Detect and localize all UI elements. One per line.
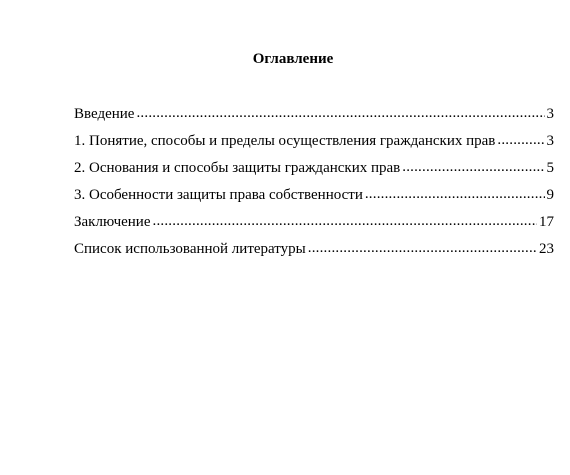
toc-entry-page: 23 xyxy=(539,241,554,257)
toc-entry xyxy=(74,104,554,131)
toc-entry-page: 5 xyxy=(546,160,554,176)
toc-entry-label: 3. Особенности защиты права собственности xyxy=(74,187,363,203)
table-of-contents xyxy=(74,104,554,266)
dot-leader xyxy=(308,238,537,258)
toc-entry-label: 2. Основания и способы защиты гражданских прав xyxy=(74,160,401,176)
dot-leader xyxy=(136,103,544,123)
dot-leader xyxy=(365,184,545,204)
toc-entry-label: Введение xyxy=(74,106,135,122)
toc-entry xyxy=(74,131,554,158)
toc-entry-label: Список использованной литературы xyxy=(74,241,306,257)
toc-title: Оглавление xyxy=(252,51,334,67)
toc-entry-page: 17 xyxy=(539,214,554,230)
toc-entry-page: 3 xyxy=(546,133,554,149)
dot-leader xyxy=(497,130,544,150)
toc-entry xyxy=(74,185,554,212)
toc-entry-page: 9 xyxy=(546,187,554,203)
toc-entry xyxy=(74,239,554,266)
toc-entry-label: Заключение xyxy=(74,214,151,230)
dot-leader xyxy=(153,211,538,231)
toc-entry-label: 1. Понятие, способы и пределы осуществления гражданских прав xyxy=(74,133,496,149)
dot-leader xyxy=(402,157,544,177)
toc-entry xyxy=(74,158,554,185)
toc-entry-page: 3 xyxy=(546,106,554,122)
toc-entry xyxy=(74,212,554,239)
